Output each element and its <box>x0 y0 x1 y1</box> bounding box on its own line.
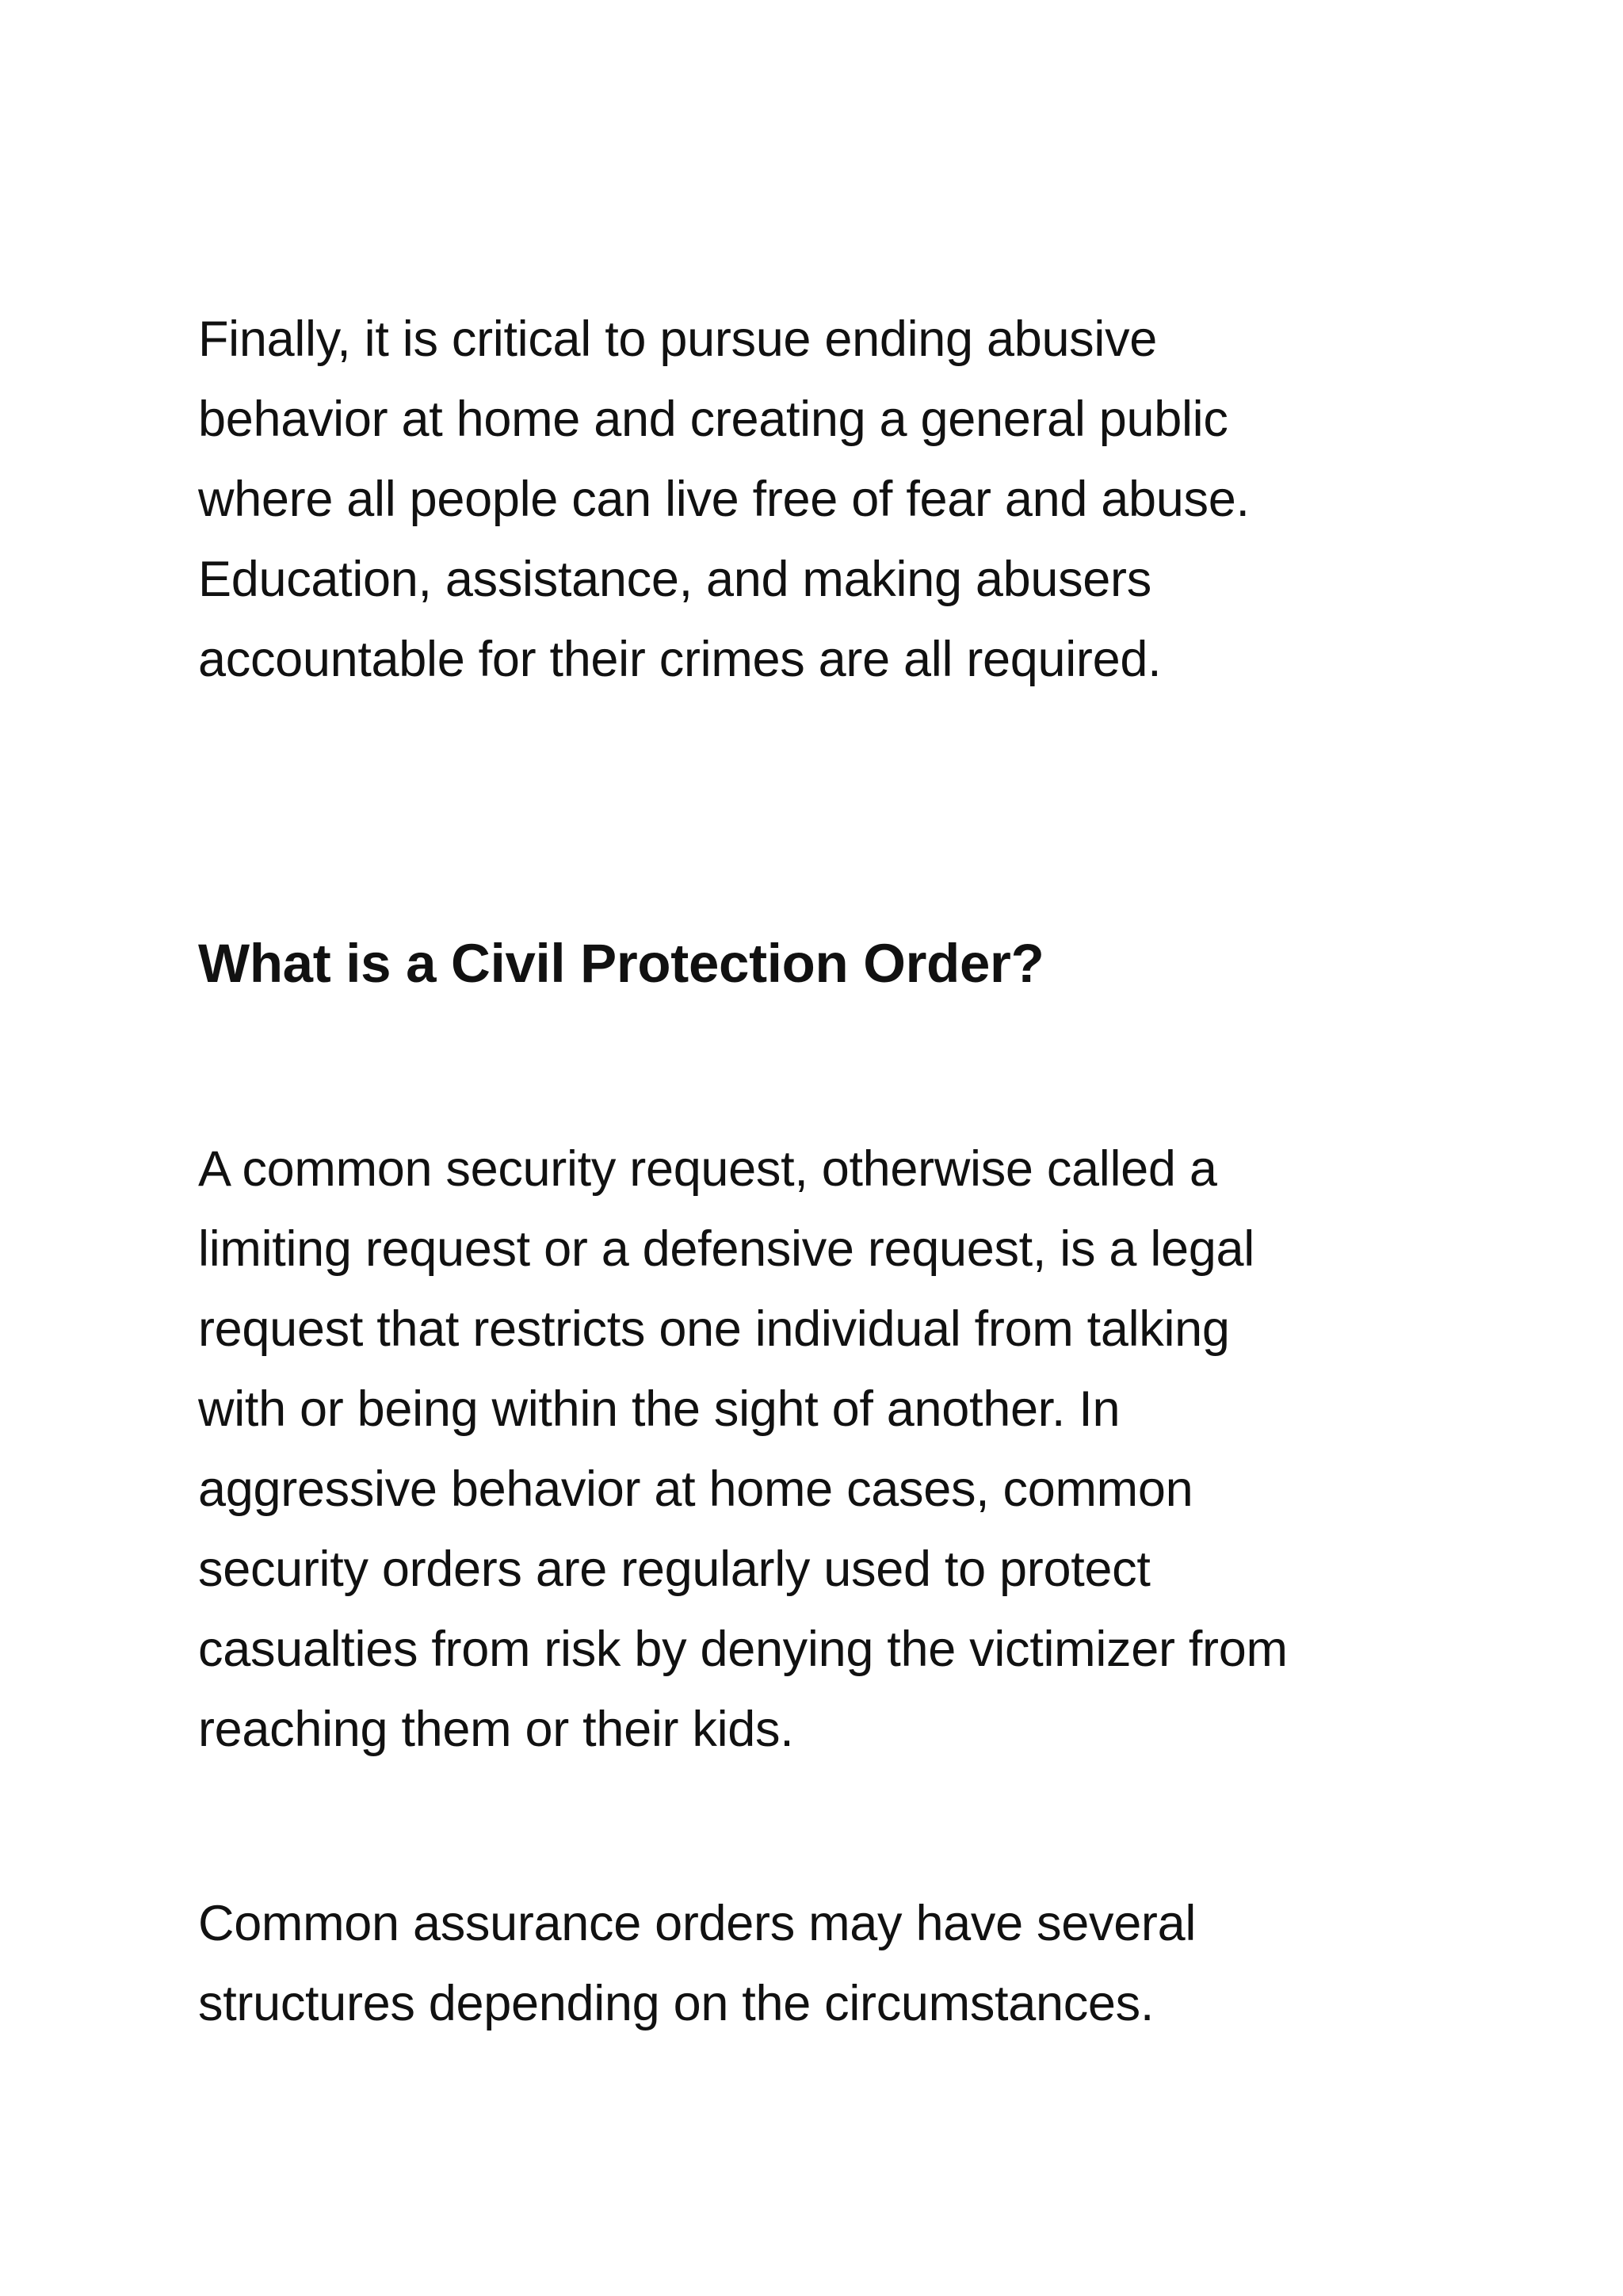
paragraph-line: reaching them or their kids. <box>198 1702 794 1757</box>
paragraph-line: limiting request or a defensive request, is a legal <box>198 1221 1254 1277</box>
paragraph-line: where all people can live free of fear and abuse. <box>198 472 1250 527</box>
paragraph-line: with or being within the sight of another. In <box>198 1381 1121 1437</box>
paragraph-line: behavior at home and creating a general public <box>198 392 1228 447</box>
paragraph-line: security orders are regularly used to protect <box>198 1541 1151 1597</box>
paragraph-line: Education, assistance, and making abusers <box>198 552 1151 607</box>
paragraph-line: casualties from risk by denying the victimizer from <box>198 1622 1288 1677</box>
definition-paragraph <box>198 1129 1506 1770</box>
forms-paragraph <box>198 1884 1506 2044</box>
paragraph-line: aggressive behavior at home cases, common <box>198 1461 1193 1517</box>
paragraph-line: structures depending on the circumstances. <box>198 1976 1155 2031</box>
paragraph-line: accountable for their crimes are all required. <box>198 632 1162 687</box>
section-heading-block <box>198 923 1506 1003</box>
section-heading: What is a Civil Protection Order? <box>198 933 1044 994</box>
paragraph-line: Common assurance orders may have several <box>198 1896 1197 1951</box>
intro-paragraph <box>198 300 1506 700</box>
paragraph-line: A common security request, otherwise called a <box>198 1141 1217 1197</box>
paragraph-line: request that restricts one individual from talking <box>198 1301 1230 1357</box>
paragraph-line: Finally, it is critical to pursue ending abusive <box>198 311 1158 367</box>
